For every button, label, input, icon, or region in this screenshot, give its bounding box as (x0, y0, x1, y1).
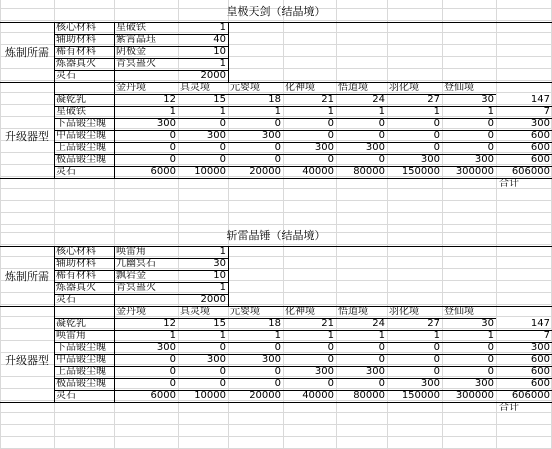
upgrade-value: 300 (314, 366, 334, 377)
upgrade-value: 24 (372, 94, 385, 105)
upgrade-value: 0 (274, 142, 281, 153)
upgrade-value: 1 (487, 330, 494, 341)
material-name: 灵石 (56, 294, 76, 305)
material-qty: 1 (219, 58, 226, 69)
upgrade-value: 0 (327, 354, 334, 365)
material-name: 稀有材料 (56, 270, 96, 281)
upgrade-value: 0 (169, 378, 176, 389)
row-total: 600 (530, 154, 550, 165)
realm-header: 登仙境 (444, 82, 474, 93)
upgrade-value: 0 (327, 154, 334, 165)
cell-border (54, 246, 55, 306)
upgrade-value: 1 (327, 330, 334, 341)
material-qty: 1 (219, 246, 226, 257)
upgrade-value: 10000 (194, 390, 226, 401)
upgrade-value: 0 (274, 378, 281, 389)
realm-header: 金丹境 (116, 306, 146, 317)
upgrade-value: 0 (433, 130, 440, 141)
upgrade-value: 300 (365, 142, 385, 153)
realm-header: 具灵境 (180, 82, 210, 93)
row-total: 600 (530, 142, 550, 153)
gridline (0, 200, 552, 201)
upgrade-value: 0 (169, 366, 176, 377)
upgrade-value: 40000 (302, 390, 334, 401)
upgrade-value: 0 (433, 118, 440, 129)
cell-border (114, 306, 115, 402)
upgrade-value: 6000 (150, 166, 176, 177)
upgrade-value: 1 (274, 330, 281, 341)
upgrade-value: 0 (219, 366, 226, 377)
row-total: 147 (530, 318, 550, 329)
material-name: 灵石 (56, 70, 76, 81)
upgrade-row-name: 中品锻尘魄 (56, 130, 106, 141)
upgrade-value: 30 (481, 94, 494, 105)
upgrade-value: 0 (327, 130, 334, 141)
upgrade-value: 18 (268, 94, 281, 105)
table-title: 斩雷晶锤（结晶境） (226, 229, 326, 242)
upgrade-value: 300 (261, 354, 281, 365)
upgrade-value: 0 (433, 142, 440, 153)
upgrade-value: 300 (420, 154, 440, 165)
realm-header: 悟道境 (338, 82, 368, 93)
upgrade-value: 12 (163, 318, 176, 329)
material-item: 飘岩金 (116, 270, 146, 281)
material-item (114, 294, 164, 306)
upgrade-value: 0 (327, 342, 334, 353)
upgrade-value: 15 (213, 318, 226, 329)
material-item: 青冥蛊火 (116, 282, 156, 293)
gridline (0, 436, 552, 437)
upgrade-value: 300 (474, 154, 494, 165)
upgrade-value: 80000 (353, 166, 385, 177)
upgrade-value: 0 (433, 342, 440, 353)
upgrade-row-name: 上品锻尘魄 (56, 366, 106, 377)
material-item (114, 70, 164, 82)
upgrade-value: 1 (378, 330, 385, 341)
upgrade-row-name: 中品锻尘魄 (56, 354, 106, 365)
upgrade-value: 0 (219, 118, 226, 129)
upgrade-row-name: 灵石 (56, 390, 76, 401)
upgrade-value: 150000 (401, 166, 440, 177)
upgrade-value: 300 (156, 342, 176, 353)
upgrade-row-name: 星破铁 (56, 106, 86, 117)
upgrade-row-name: 极品锻尘魄 (56, 378, 106, 389)
upgrade-value: 300000 (455, 166, 494, 177)
realm-header: 元婴境 (230, 82, 260, 93)
cell-border (114, 82, 115, 178)
upgrade-row-name: 下品锻尘魄 (56, 342, 106, 353)
material-qty: 1 (219, 282, 226, 293)
material-name: 辅助材料 (56, 34, 96, 45)
forge-label: 炼制所需 (5, 46, 49, 59)
upgrade-value: 0 (219, 154, 226, 165)
material-name: 核心材料 (56, 22, 96, 33)
cell-border (54, 306, 55, 402)
upgrade-row-name: 灵石 (56, 166, 76, 177)
upgrade-value: 150000 (401, 390, 440, 401)
gridline (0, 224, 1, 448)
row-total: 7 (543, 106, 550, 117)
row-total: 600 (530, 366, 550, 377)
upgrade-value: 15 (213, 94, 226, 105)
gridline (0, 212, 552, 213)
realm-header: 羽化境 (389, 82, 419, 93)
realm-header: 化神境 (285, 82, 315, 93)
upgrade-value: 0 (487, 118, 494, 129)
upgrade-value: 300 (156, 118, 176, 129)
upgrade-label: 升级器型 (5, 354, 49, 367)
upgrade-value: 0 (378, 118, 385, 129)
upgrade-value: 21 (321, 318, 334, 329)
cell-border (228, 22, 229, 82)
upgrade-value: 0 (219, 342, 226, 353)
material-qty: 2000 (200, 294, 226, 305)
upgrade-value: 30 (481, 318, 494, 329)
gridline (0, 224, 552, 225)
row-total: 600 (530, 130, 550, 141)
material-name: 稀有材料 (56, 46, 96, 57)
upgrade-value: 20000 (249, 390, 281, 401)
cell-border (0, 178, 552, 179)
cell-border (0, 402, 552, 403)
upgrade-value: 0 (274, 154, 281, 165)
realm-header: 金丹境 (116, 82, 146, 93)
material-item: 星破铁 (116, 22, 146, 33)
upgrade-row-name: 极品锻尘魄 (56, 154, 106, 165)
material-name: 炼器真火 (56, 282, 96, 293)
cell-border (228, 246, 229, 306)
upgrade-value: 1 (487, 106, 494, 117)
upgrade-value: 0 (487, 366, 494, 377)
material-qty: 10 (213, 46, 226, 57)
material-item: 九幽冥石 (116, 258, 156, 269)
upgrade-value: 0 (378, 154, 385, 165)
upgrade-value: 300000 (455, 390, 494, 401)
row-total: 147 (530, 94, 550, 105)
upgrade-value: 0 (274, 342, 281, 353)
upgrade-value: 0 (378, 130, 385, 141)
row-total: 300 (530, 118, 550, 129)
material-qty: 10 (213, 270, 226, 281)
upgrade-row-name: 唤雷角 (56, 330, 86, 341)
upgrade-value: 1 (433, 106, 440, 117)
upgrade-value: 300 (206, 130, 226, 141)
upgrade-value: 1 (274, 106, 281, 117)
upgrade-value: 0 (378, 354, 385, 365)
upgrade-row-name: 凝乾乳 (56, 94, 86, 105)
upgrade-label: 升级器型 (5, 130, 49, 143)
material-name: 炼器真火 (56, 58, 96, 69)
upgrade-value: 0 (487, 342, 494, 353)
realm-header: 元婴境 (230, 306, 260, 317)
forge-label: 炼制所需 (5, 270, 49, 283)
upgrade-value: 1 (169, 330, 176, 341)
upgrade-value: 0 (169, 130, 176, 141)
upgrade-value: 0 (219, 142, 226, 153)
upgrade-value: 300 (420, 378, 440, 389)
upgrade-value: 27 (427, 94, 440, 105)
gridline (0, 412, 552, 413)
upgrade-value: 0 (487, 142, 494, 153)
gridline (0, 424, 552, 425)
gridline (0, 244, 552, 245)
upgrade-value: 0 (327, 118, 334, 129)
material-item: 紫霄晶珏 (116, 34, 156, 45)
upgrade-value: 0 (169, 142, 176, 153)
upgrade-value: 0 (433, 354, 440, 365)
upgrade-value: 24 (372, 318, 385, 329)
upgrade-value: 0 (433, 366, 440, 377)
upgrade-value: 0 (169, 354, 176, 365)
material-qty: 40 (213, 34, 226, 45)
realm-header: 化神境 (285, 306, 315, 317)
upgrade-value: 0 (378, 378, 385, 389)
upgrade-value: 10000 (194, 166, 226, 177)
table-title: 皇极天剑（结晶境） (226, 5, 326, 18)
gridline (0, 188, 552, 189)
upgrade-value: 1 (219, 106, 226, 117)
upgrade-row-name: 下品锻尘魄 (56, 118, 106, 129)
upgrade-value: 0 (274, 118, 281, 129)
upgrade-value: 0 (274, 366, 281, 377)
upgrade-value: 0 (378, 342, 385, 353)
upgrade-value: 1 (169, 106, 176, 117)
realm-header: 悟道境 (338, 306, 368, 317)
total-label: 合计 (499, 402, 519, 413)
realm-header: 羽化境 (389, 306, 419, 317)
upgrade-value: 1 (378, 106, 385, 117)
realm-header: 具灵境 (180, 306, 210, 317)
upgrade-value: 1 (219, 330, 226, 341)
row-total: 300 (530, 342, 550, 353)
upgrade-value: 12 (163, 94, 176, 105)
upgrade-value: 18 (268, 318, 281, 329)
cell-border (114, 22, 115, 82)
material-item: 阴极金 (116, 46, 146, 57)
upgrade-row-name: 凝乾乳 (56, 318, 86, 329)
upgrade-value: 0 (219, 378, 226, 389)
upgrade-value: 300 (206, 354, 226, 365)
upgrade-value: 0 (487, 130, 494, 141)
upgrade-value: 40000 (302, 166, 334, 177)
gridline (0, 0, 1, 224)
upgrade-value: 6000 (150, 390, 176, 401)
upgrade-value: 0 (487, 354, 494, 365)
upgrade-value: 27 (427, 318, 440, 329)
upgrade-value: 1 (433, 330, 440, 341)
upgrade-value: 300 (261, 130, 281, 141)
material-item: 青冥蛊火 (116, 58, 156, 69)
cell-border (114, 246, 115, 306)
realm-header: 登仙境 (444, 306, 474, 317)
row-total: 606000 (511, 166, 550, 177)
upgrade-value: 0 (327, 378, 334, 389)
gridline (0, 20, 552, 21)
material-name: 辅助材料 (56, 258, 96, 269)
upgrade-value: 21 (321, 94, 334, 105)
row-total: 7 (543, 330, 550, 341)
upgrade-value: 300 (474, 378, 494, 389)
cell-border (54, 22, 55, 82)
row-total: 606000 (511, 390, 550, 401)
cell-border (54, 82, 55, 178)
row-total: 600 (530, 354, 550, 365)
upgrade-value: 80000 (353, 390, 385, 401)
upgrade-value: 300 (314, 142, 334, 153)
upgrade-value: 0 (169, 154, 176, 165)
material-item: 唤雷角 (116, 246, 146, 257)
row-total: 600 (530, 378, 550, 389)
upgrade-value: 20000 (249, 166, 281, 177)
upgrade-value: 1 (327, 106, 334, 117)
total-label: 合计 (499, 178, 519, 189)
upgrade-value: 300 (365, 366, 385, 377)
material-name: 核心材料 (56, 246, 96, 257)
material-qty: 1 (219, 22, 226, 33)
upgrade-row-name: 上品锻尘魄 (56, 142, 106, 153)
material-qty: 30 (213, 258, 226, 269)
material-qty: 2000 (200, 70, 226, 81)
